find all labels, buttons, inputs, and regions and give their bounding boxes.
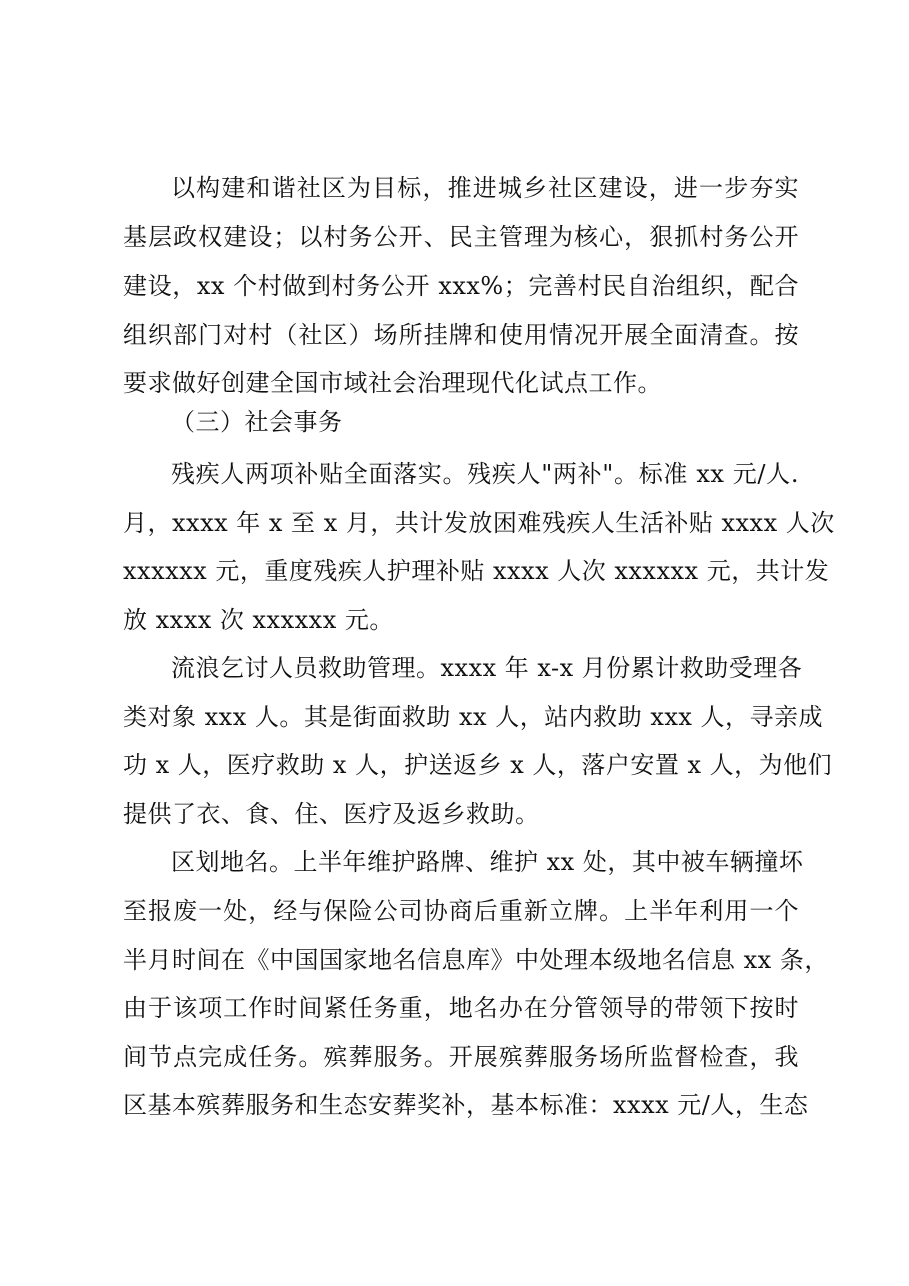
paragraph-line: 流浪乞讨人员救助管理。xxxx 年 x-x 月份累计救助受理各 [171,654,803,682]
paragraph-line: 区基本殡葬服务和生态安葬奖补，基本标准：xxxx 元/人，生态 [123,1091,809,1119]
paragraph-line: 放 xxxx 次 xxxxxx 元。 [123,606,394,634]
paragraph-line: 以构建和谐社区为目标，推进城乡社区建设，进一步夯实 [171,174,799,202]
paragraph-line: xxxxxx 元，重度残疾人护理补贴 xxxx 人次 xxxxxx 元，共计发 [123,557,830,585]
paragraph-line: 至报废一处，经与保险公司协商后重新立牌。上半年利用一个 [123,897,799,925]
paragraph-line: 区划地名。上半年维护路牌、维护 xx 处，其中被车辆撞坏 [171,848,804,876]
paragraph-line: 要求做好创建全国市域社会治理现代化试点工作。 [123,369,662,397]
paragraph-line: 提供了衣、食、住、医疗及返乡救助。 [123,800,540,828]
paragraph-line: 基层政权建设；以村务公开、民主管理为核心，狠抓村务公开 [123,223,799,251]
paragraph-line: 残疾人两项补贴全面落实。残疾人"两补"。标准 xx 元/人. [171,460,799,488]
paragraph-line: 组织部门对村（社区）场所挂牌和使用情况开展全面清查。按 [123,321,799,349]
paragraph-line: 类对象 xxx 人。其是街面救助 xx 人，站内救助 xxx 人，寻亲成 [123,703,824,731]
paragraph-line: 功 x 人，医疗救助 x 人，护送返乡 x 人，落户安置 x 人，为他们 [123,751,833,779]
paragraph-line: 由于该项工作时间紧任务重，地名办在分管领导的带领下按时 [123,994,799,1022]
paragraph-line: 半月时间在《中国国家地名信息库》中处理本级地名信息 xx 条， [123,946,829,974]
paragraph-line: 月，xxxx 年 x 至 x 月，共计发放困难残疾人生活补贴 xxxx 人次 [123,509,835,537]
section-heading: （三）社会事务 [171,408,343,436]
paragraph-line: 建设，xx 个村做到村务公开 xxx%；完善村民自治组织，配合 [123,272,799,300]
paragraph-line: 间节点完成任务。殡葬服务。开展殡葬服务场所监督检查，我 [123,1043,799,1071]
